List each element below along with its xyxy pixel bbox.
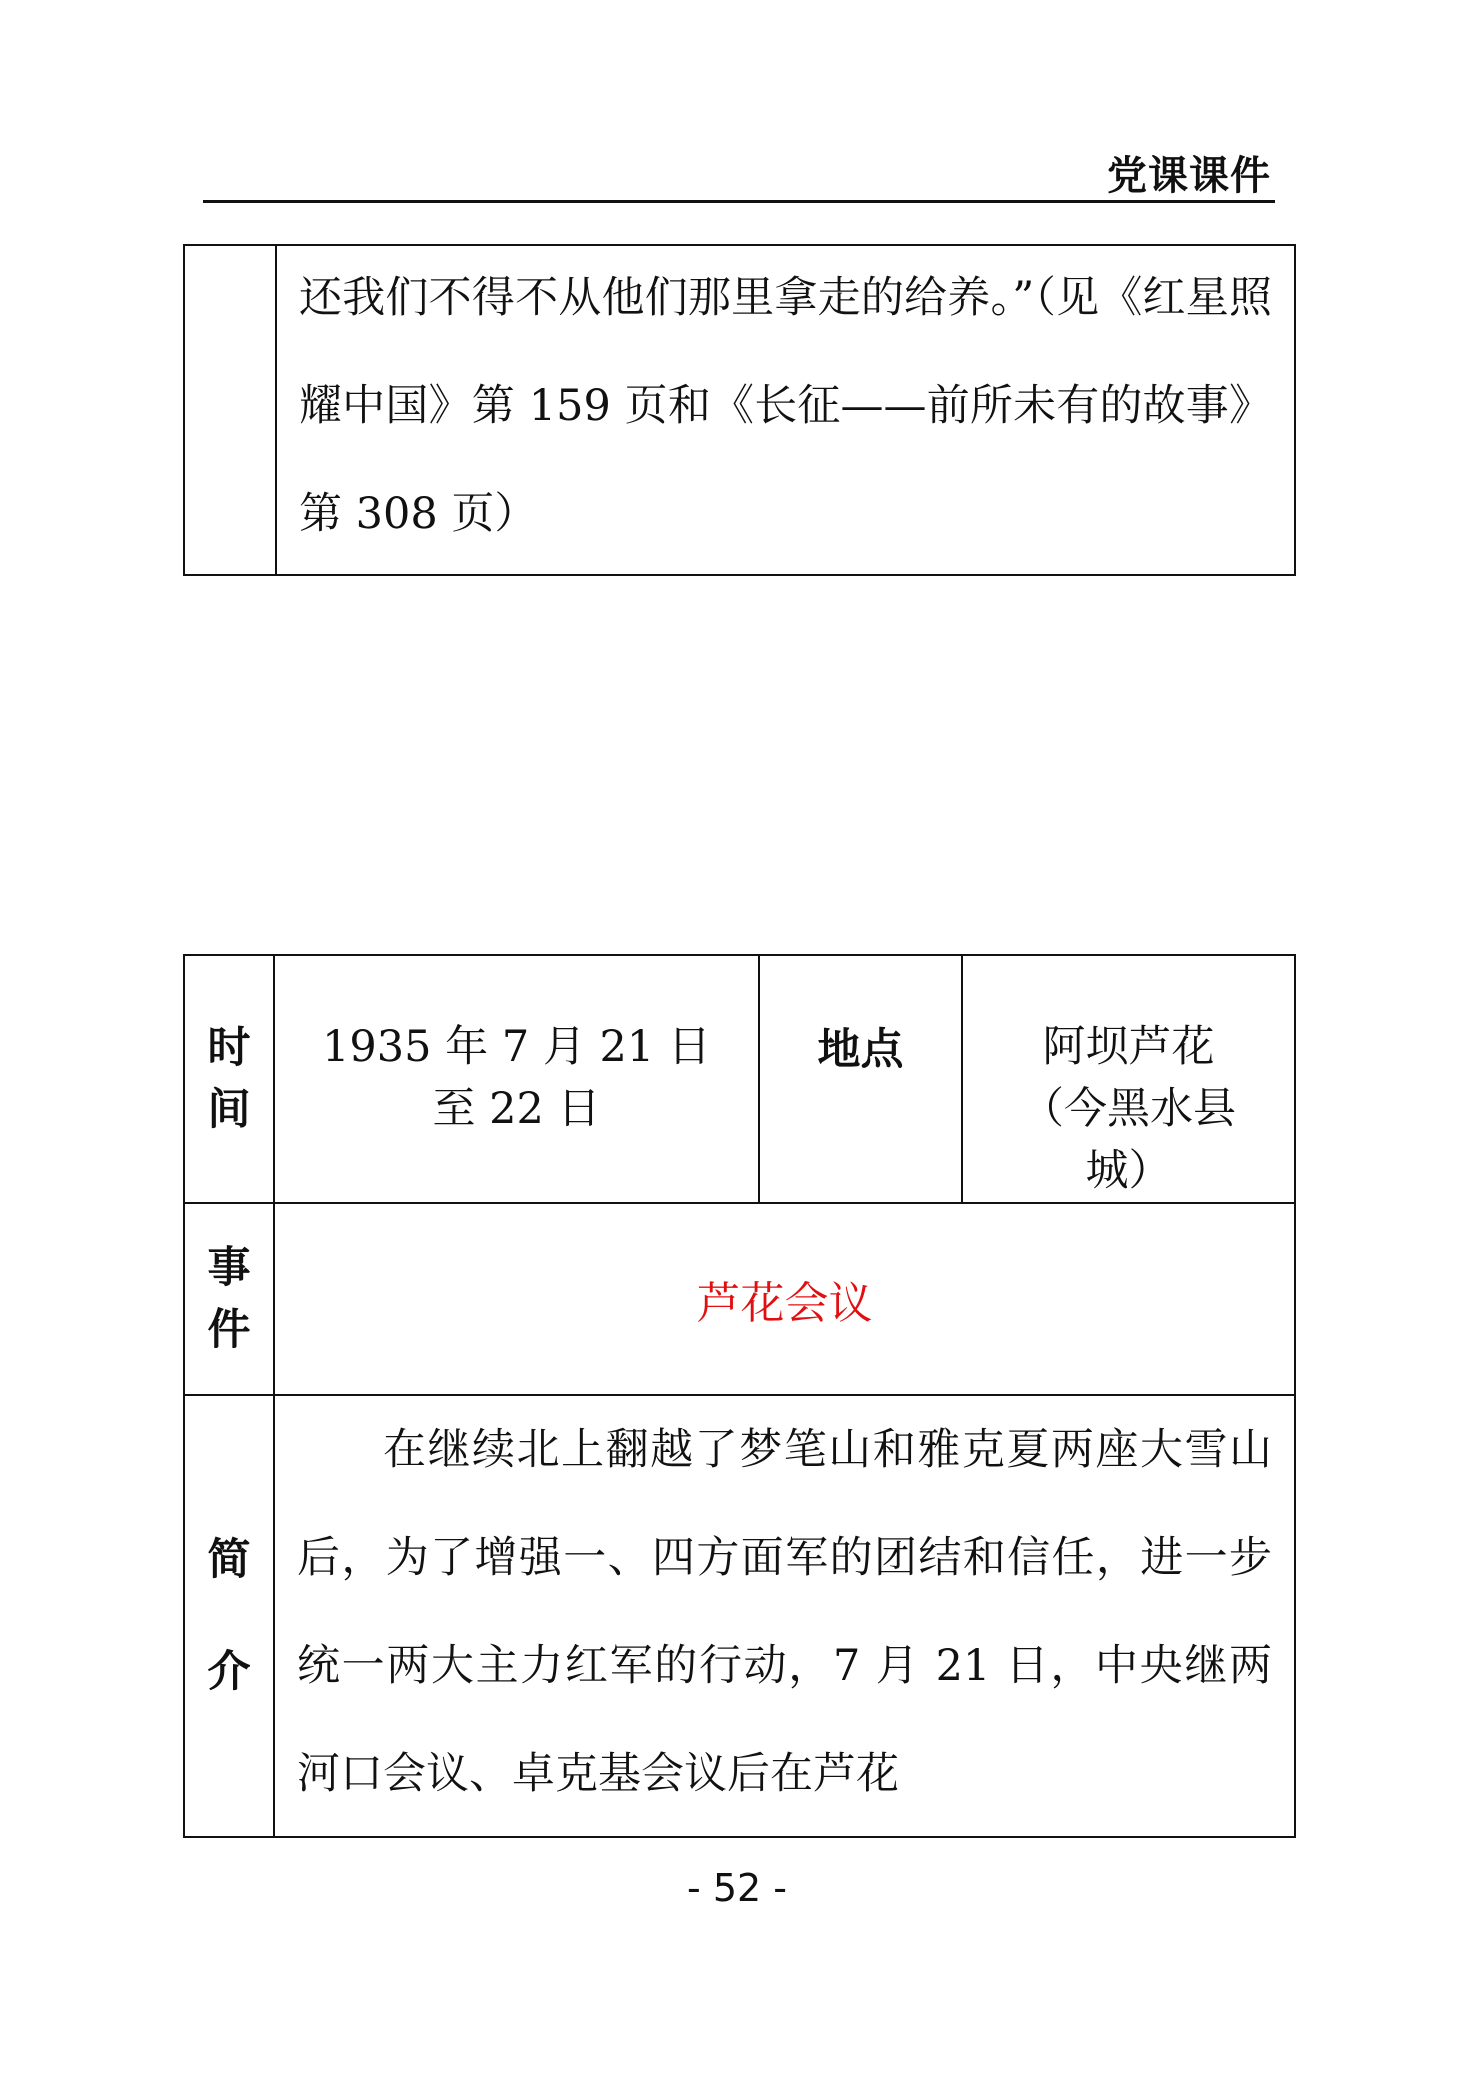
event-label-cell	[184, 1203, 274, 1395]
event-title: 芦花会议	[696, 1278, 873, 1329]
header-title: 党课课件	[1107, 153, 1271, 199]
page-number: - 52 -	[687, 1866, 787, 1910]
event-table	[183, 954, 1296, 1838]
intro-text: 在继续北上翻越了梦笔山和雅克夏两座大雪山后，为了增强一、四方面军的团结和信任，进一步统一两大主力红军的行动，7 月 21 日，中央继两河口会议、卓克基会议后在芦花	[297, 1425, 1272, 1799]
place-label-cell	[759, 955, 962, 1203]
event-label-char-2: 件	[207, 1305, 251, 1355]
intro-content-cell	[274, 1395, 1295, 1837]
intro-label-char-1: 简	[207, 1535, 251, 1585]
intro-label-char-2: 介	[207, 1647, 251, 1697]
continuation-table	[183, 244, 1296, 576]
event-title-cell	[274, 1203, 1295, 1395]
continuation-text: 还我们不得不从他们那里拿走的给养。”（见《红星照耀中国》第 159 页和《长征——前所未有的故事》第 308 页）	[299, 273, 1272, 539]
intro-label-cell	[184, 1395, 274, 1837]
time-label-cell	[184, 955, 274, 1203]
event-label-char-1: 事	[207, 1243, 251, 1293]
continuation-content-cell	[276, 245, 1295, 575]
place-value: 阿坝芦花（今黑水县城）	[1021, 1022, 1236, 1196]
time-label-char-2: 间	[207, 1085, 251, 1135]
continuation-label-cell	[184, 245, 276, 575]
place-value-cell	[962, 955, 1295, 1203]
time-value-cell	[274, 955, 759, 1203]
time-label-char-1: 时	[207, 1023, 251, 1073]
page-header	[203, 140, 1275, 203]
place-label: 地点	[817, 1025, 904, 1075]
time-value: 1935 年 7 月 21 日至 22 日	[322, 1022, 711, 1134]
